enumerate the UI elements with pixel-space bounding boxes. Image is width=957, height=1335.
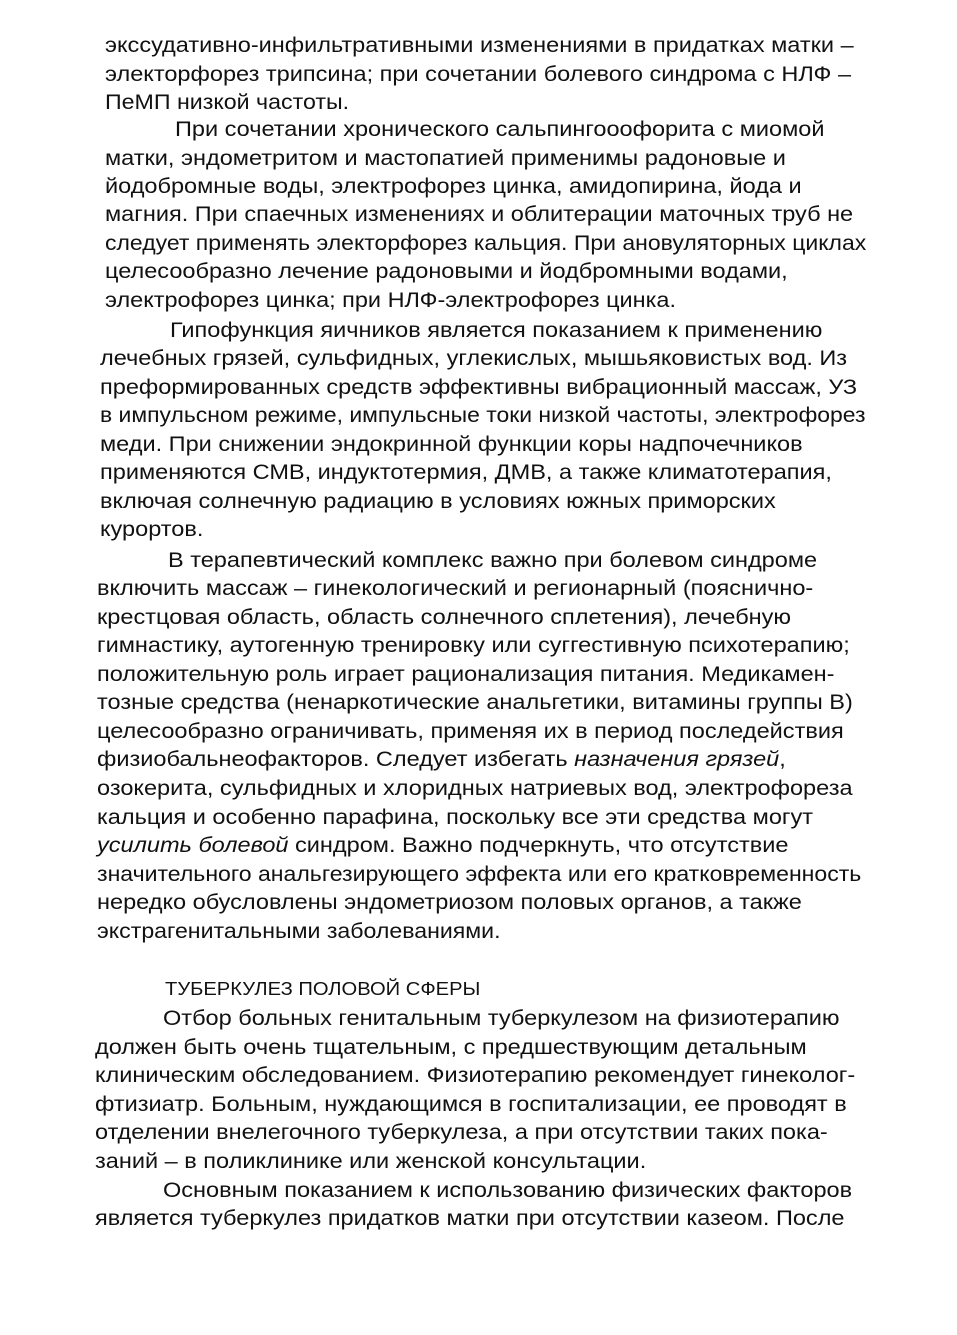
emphasized-text: усилить болевой: [97, 834, 289, 857]
line-text: электрофорез цинка; при НЛФ-электрофорез цинка.: [105, 289, 676, 312]
line-text: Отбор больных генитальным туберкулезом на физиотерапию: [163, 1007, 840, 1030]
text-line: [168, 549, 817, 573]
text-line: [100, 461, 832, 485]
text-line: [97, 834, 788, 858]
line-text: Гипофункция яичников является показанием к применению: [170, 319, 823, 342]
text-line: [163, 1007, 840, 1031]
text-line: [97, 663, 835, 687]
line-text: клиническим обследованием. Физиотерапию рекомендует гинеколог-: [95, 1064, 856, 1087]
text-line: [105, 147, 786, 171]
line-text: экстрагенитальными заболеваниями.: [97, 920, 501, 943]
line-text-continued: ,: [779, 748, 786, 771]
line-text-continued: синдром. Важно подчеркнуть, что отсутствие: [288, 834, 789, 857]
line-text: значительного анальгезирующего эффекта или его кратковременность: [97, 863, 862, 886]
line-text: озокерита, сульфидных и хлоридных натриевых вод, электрофореза: [97, 777, 853, 800]
line-text: следует применять электорфорез кальция. При ановуляторных циклах: [105, 232, 867, 255]
line-text: йодобромные воды, электрофорез цинка, амидопирина, йода и: [105, 175, 802, 198]
text-line: [100, 376, 857, 400]
line-text: целесообразно ограничивать, применяя их в период последействия: [97, 720, 844, 743]
text-line: [163, 1179, 852, 1203]
text-line: [95, 1036, 807, 1060]
line-text: применяются СМВ, индуктотермия, ДМВ, а также климатотерапия,: [100, 461, 832, 484]
text-line: [95, 1064, 855, 1088]
text-line: [95, 1207, 845, 1231]
line-text: отделении внелегочного туберкулеза, а при отсутствии таких пока-: [95, 1121, 828, 1144]
text-line: [97, 777, 853, 801]
line-text: физиобальнеофакторов. Следует избегать: [97, 748, 575, 771]
line-text: лечебных грязей, сульфидных, углекислых, мышьяковистых вод. Из: [100, 347, 848, 370]
text-line: [97, 691, 853, 715]
line-text: гимнастику, аутогенную тренировку или суггестивную психотерапию;: [97, 634, 850, 657]
line-text: ПеМП низкой частоты.: [105, 91, 350, 114]
line-text: электорфорез трипсина; при сочетании болевого синдрома с НЛФ –: [105, 63, 852, 86]
text-line: [95, 1121, 828, 1145]
line-text: экссудативно-инфильтративными изменениями в придатках матки –: [105, 34, 854, 57]
line-text: крестцовая область, область солнечного сплетения), лечебную: [97, 606, 792, 629]
line-text: является туберкулез придатков матки при отсутствии казеом. После: [95, 1207, 845, 1230]
line-text: ТУБЕРКУЛЕЗ ПОЛОВОЙ СФЕРЫ: [165, 979, 481, 999]
line-text: включая солнечную радиацию в условиях южных приморских: [100, 490, 776, 513]
line-text: должен быть очень тщательным, с предшествующим детальным: [95, 1036, 807, 1059]
text-line: [97, 806, 813, 830]
text-line: [97, 634, 850, 658]
section-heading: [165, 977, 480, 1001]
line-text: заний – в поликлинике или женской консультации.: [95, 1150, 647, 1173]
text-line: [97, 748, 786, 772]
line-text: нередко обусловлены эндометриозом половых органов, а также: [97, 891, 802, 914]
text-line: [97, 720, 844, 744]
text-line: [97, 863, 861, 887]
line-text: в импульсном режиме, импульсные токи низкой частоты, электрофорез: [100, 404, 866, 427]
text-line: [97, 577, 813, 601]
line-text: включить массаж – гинекологический и регионарный (пояснично-: [97, 577, 814, 600]
text-line: [100, 490, 776, 514]
text-line: [95, 1093, 847, 1117]
text-line: [97, 891, 802, 915]
text-line: [97, 606, 791, 630]
text-line: [105, 34, 854, 58]
text-line: [105, 203, 853, 227]
text-line: [100, 347, 847, 371]
text-line: [97, 920, 501, 944]
text-line: [95, 1150, 646, 1174]
emphasized-text: назначения грязей: [574, 748, 780, 771]
text-line: [105, 232, 866, 256]
text-line: [105, 63, 851, 87]
line-text: магния. При спаечных изменениях и облитерации маточных труб не: [105, 203, 854, 226]
text-line: [105, 260, 788, 284]
text-line: [105, 91, 349, 115]
text-line: [105, 175, 802, 199]
line-text: целесообразно лечение радоновыми и йодбромными водами,: [105, 260, 788, 283]
line-text: Основным показанием к использованию физических факторов: [163, 1179, 853, 1202]
line-text: В терапевтический комплекс важно при болевом синдроме: [168, 549, 818, 572]
text-line: [170, 319, 822, 343]
line-text: положительную роль играет рационализация питания. Медикамен-: [97, 663, 835, 686]
text-line: [100, 433, 803, 457]
line-text: кальция и особенно парафина, поскольку все эти средства могут: [97, 806, 814, 829]
line-text: меди. При снижении эндокринной функции коры надпочечников: [100, 433, 803, 456]
line-text: При сочетании хронического сальпингооофорита с миомой: [175, 118, 825, 141]
text-line: [100, 518, 203, 542]
line-text: фтизиатр. Больным, нуждающимся в госпитализации, ее проводят в: [95, 1093, 847, 1116]
line-text: матки, эндометритом и мастопатией применимы радоновые и: [105, 147, 786, 170]
text-line: [175, 118, 824, 142]
text-line: [100, 404, 866, 428]
text-line: [105, 289, 676, 313]
line-text: преформированных средств эффективны вибрационный массаж, УЗ: [100, 376, 858, 399]
line-text: курортов.: [100, 518, 204, 541]
line-text: тозные средства (ненаркотические анальгетики, витамины группы В): [97, 691, 853, 714]
